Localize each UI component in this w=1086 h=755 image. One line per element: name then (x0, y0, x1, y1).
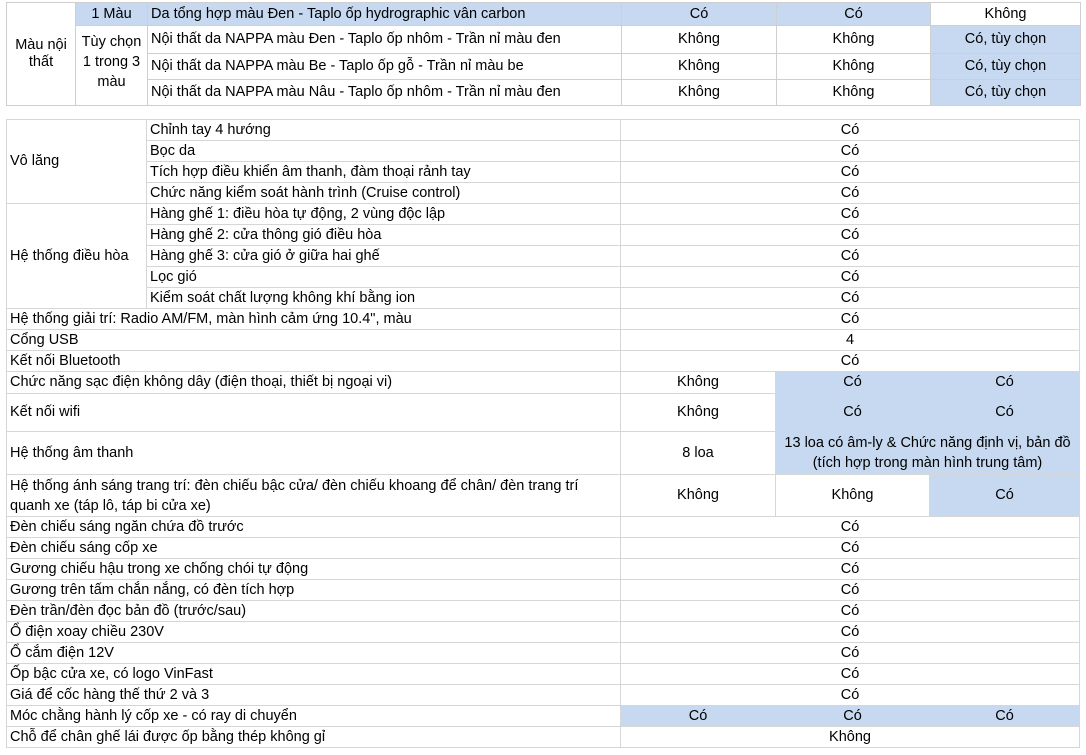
row-label: Lọc gió (147, 267, 621, 288)
row-label: Ốp bậc cửa xe, có logo VinFast (7, 664, 621, 685)
row-label: Tích hợp điều khiển âm thanh, đàm thoại rảnh tay (147, 162, 621, 183)
cell-value: Có (621, 183, 1080, 204)
table-row (7, 372, 1080, 394)
table-row (7, 3, 1081, 26)
table-row (7, 432, 1080, 475)
cell-value: Có (621, 664, 1080, 685)
table-row (7, 183, 1080, 204)
cell-value: Không (777, 26, 931, 54)
table-row (7, 622, 1080, 643)
table-row (7, 351, 1080, 372)
steering-group-label: Vô lăng (7, 120, 147, 204)
cell-value: Có (777, 3, 931, 26)
row-label: Kết nối wifi (7, 394, 621, 432)
cell-value: Có (621, 309, 1080, 330)
cell-value: Có (776, 706, 930, 727)
table-row (7, 330, 1080, 351)
table-row (7, 643, 1080, 664)
table-row (7, 394, 1080, 432)
cell-value: Có (621, 288, 1080, 309)
cell-value: 13 loa có âm-ly & Chức năng định vị, bản đồ (tích hợp trong màn hình trung tâm) (776, 432, 1080, 475)
cell-value: Không (622, 54, 777, 80)
row-label: Chức năng sạc điện không dây (điện thoại, thiết bị ngoại vi) (7, 372, 621, 394)
row-label: Hàng ghế 1: điều hòa tự động, 2 vùng độc lập (147, 204, 621, 225)
cell-value: Có (621, 622, 1080, 643)
row-label: Đèn chiếu sáng ngăn chứa đồ trước (7, 517, 621, 538)
cell-value: Có, tùy chọn (931, 54, 1081, 80)
table-row (7, 559, 1080, 580)
cell-value: Có (930, 706, 1080, 727)
cell-value: Không (931, 3, 1081, 26)
table-row (7, 580, 1080, 601)
table-row (7, 246, 1080, 267)
cell-value: Có (622, 3, 777, 26)
row-label: Gương trên tấm chắn nắng, có đèn tích hợp (7, 580, 621, 601)
cell-value: Có (621, 601, 1080, 622)
cell-value: Có (621, 120, 1080, 141)
table-row (7, 204, 1080, 225)
table-row (7, 309, 1080, 330)
cell-value: Có (930, 475, 1080, 517)
row-label: Đèn trần/đèn đọc bản đồ (trước/sau) (7, 601, 621, 622)
row-label: Cổng USB (7, 330, 621, 351)
cell-value: Có, tùy chọn (931, 26, 1081, 54)
cell-value: Có (621, 246, 1080, 267)
cell-value: Có (621, 643, 1080, 664)
table-row (7, 517, 1080, 538)
standard-color-label: 1 Màu (76, 3, 148, 26)
cell-value: Có (776, 394, 930, 432)
row-label: Giá để cốc hàng thế thứ 2 và 3 (7, 685, 621, 706)
cell-value: Có (621, 517, 1080, 538)
row-label: Kiểm soát chất lượng không khí bằng ion (147, 288, 621, 309)
cell-value: Có (621, 351, 1080, 372)
table-row (7, 538, 1080, 559)
row-label: Hàng ghế 3: cửa gió ở giữa hai ghế (147, 246, 621, 267)
row-label: Móc chằng hành lý cốp xe - có ray di chuyển (7, 706, 621, 727)
row-label: Đèn chiếu sáng cốp xe (7, 538, 621, 559)
table-row (7, 80, 1081, 106)
table-row (7, 54, 1081, 80)
row-label: Nội thất da NAPPA màu Nâu - Taplo ốp nhôm - Trần nỉ màu đen (148, 80, 622, 106)
cell-value: Không (621, 372, 776, 394)
interior-features-table (6, 119, 1080, 748)
cell-value: 4 (621, 330, 1080, 351)
cell-value: Có (930, 372, 1080, 394)
cell-value: Có (776, 372, 930, 394)
interior-color-group-label: Màu nội thất (7, 3, 76, 106)
cell-value: Có (621, 706, 776, 727)
cell-value: Có, tùy chọn (931, 80, 1081, 106)
cell-value: Có (621, 162, 1080, 183)
row-label: Ổ điện xoay chiều 230V (7, 622, 621, 643)
cell-value: Có (621, 225, 1080, 246)
row-label: Hệ thống giải trí: Radio AM/FM, màn hình cảm ứng 10.4", màu (7, 309, 621, 330)
row-label: Hàng ghế 2: cửa thông gió điều hòa (147, 225, 621, 246)
row-label: Chỉnh tay 4 hướng (147, 120, 621, 141)
cell-value: Có (621, 685, 1080, 706)
cell-value: Không (776, 475, 930, 517)
row-label: Nội thất da NAPPA màu Be - Taplo ốp gỗ - Trần nỉ màu be (148, 54, 622, 80)
table-row (7, 288, 1080, 309)
cell-value: Có (621, 559, 1080, 580)
table-row (7, 267, 1080, 288)
cell-value: Không (777, 80, 931, 106)
row-label: Ổ cắm điện 12V (7, 643, 621, 664)
row-label: Kết nối Bluetooth (7, 351, 621, 372)
cell-value: Không (621, 394, 776, 432)
row-label: Nội thất da NAPPA màu Đen - Taplo ốp nhôm - Trần nỉ màu đen (148, 26, 622, 54)
cell-value: Có (621, 538, 1080, 559)
cell-value: Có (621, 267, 1080, 288)
table-row (7, 706, 1080, 727)
cell-value: Không (777, 54, 931, 80)
row-label: Chức năng kiểm soát hành trình (Cruise control) (147, 183, 621, 204)
cell-value: Không (621, 475, 776, 517)
cell-value: 8 loa (621, 432, 776, 475)
cell-value: Không (622, 80, 777, 106)
table-row (7, 475, 1080, 517)
row-label: Chỗ để chân ghế lái được ốp bằng thép không gỉ (7, 727, 621, 748)
cell-value: Không (622, 26, 777, 54)
table-row (7, 664, 1080, 685)
table-row (7, 225, 1080, 246)
row-label: Hệ thống ánh sáng trang trí: đèn chiếu bậc cửa/ đèn chiếu khoang để chân/ đèn trang trí quanh xe (táp lô, táp bi cửa xe) (7, 475, 621, 517)
option-color-label: Tùy chọn 1 trong 3 màu (76, 26, 148, 106)
table-row (7, 141, 1080, 162)
row-label: Gương chiếu hậu trong xe chống chói tự động (7, 559, 621, 580)
table-row (7, 601, 1080, 622)
interior-color-table (6, 2, 1081, 106)
table-row (7, 26, 1081, 54)
table-row (7, 685, 1080, 706)
cell-value: Có (930, 394, 1080, 432)
cell-value: Có (621, 141, 1080, 162)
row-label: Hệ thống âm thanh (7, 432, 621, 475)
row-label: Bọc da (147, 141, 621, 162)
climate-group-label: Hệ thống điều hòa (7, 204, 147, 309)
table-row (7, 120, 1080, 141)
cell-value: Không (621, 727, 1080, 748)
table-row (7, 727, 1080, 748)
cell-value: Có (621, 204, 1080, 225)
cell-value: Có (621, 580, 1080, 601)
table-row (7, 162, 1080, 183)
row-label: Da tổng hợp màu Đen - Taplo ốp hydrographic vân carbon (148, 3, 622, 26)
